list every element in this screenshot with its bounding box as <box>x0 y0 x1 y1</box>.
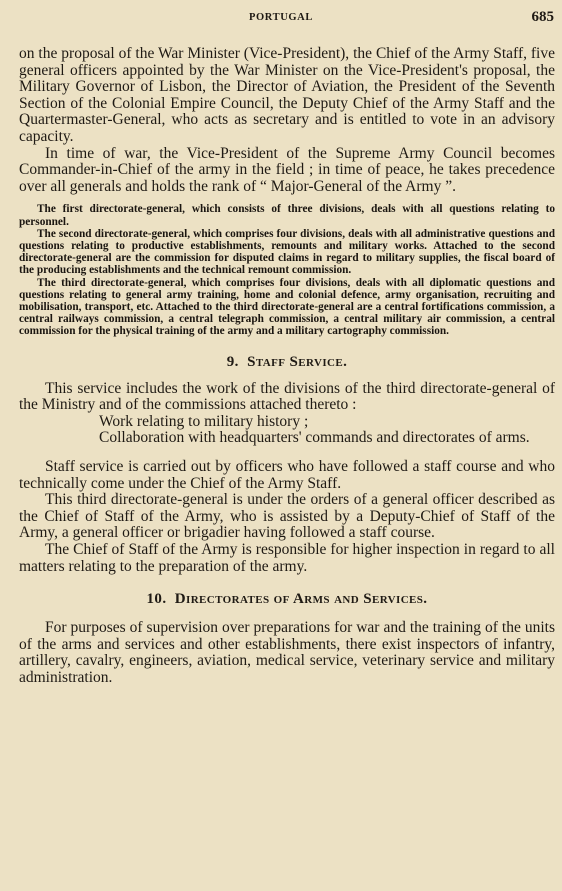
list-item: Collaboration with headquarters' commands and directorates of arms. <box>99 429 530 447</box>
section-title: Staff Service. <box>247 353 348 370</box>
body-paragraph: This service includes the work of the divisions of the third directorate-general of the Ministry and of the commissions attached thereto : <box>19 379 555 414</box>
section-heading-9 <box>19 354 555 371</box>
section-title: Directorates of Arms and Services. <box>174 591 428 608</box>
section-number: 10. <box>146 591 167 608</box>
body-paragraph: Staff service is carried out by officers who have followed a staff course and who technically come under the Chief of the Army Staff. <box>19 457 555 492</box>
smallprint-paragraph: The first directorate-general, which consists of three divisions, deals with all questions relating to personnel. <box>19 203 555 228</box>
page-body <box>19 46 555 686</box>
smallprint-paragraph: The third directorate-general, which comprises four divisions, deals with all diplomatic questions and questions relating to general army training, home and colonial defence, army organisation, recruiting and mobilisation, transport, etc. Attached to the third directorate-general are a central fortifications commission, a central railways commission, a central telegraph commission, a central military air commission, a central commission for the physical training of the army and a military cartography commission. <box>19 276 555 338</box>
running-head: PORTUGAL <box>249 12 313 23</box>
page-header <box>0 11 562 31</box>
page-number: 685 <box>531 9 554 25</box>
section-heading-10 <box>19 591 555 608</box>
body-paragraph: The Chief of Staff of the Army is responsible for higher inspection in regard to all matters relating to the preparation of the army. <box>19 540 555 575</box>
body-paragraph: For purposes of supervision over preparations for war and the training of the units of the arms and services and other establishments, there exist inspectors of infantry, artillery, cavalry, engineers, aviation, medical service, veterinary service and military administration. <box>19 619 555 686</box>
body-paragraph: on the proposal of the War Minister (Vice-President), the Chief of the Army Staff, five general officers appointed by the War Minister on the Vice-President's proposal, the Military Governor of Lisbon, the Director of Aviation, the President of the Seventh Section of the Colonial Empire Council, the Deputy Chief of the Army Staff and the Quartermaster-General, who acts as secretary and is entitled to vote in an advisory capacity. <box>19 45 555 145</box>
section-number: 9. <box>226 353 239 370</box>
body-paragraph: In time of war, the Vice-President of the Supreme Army Council becomes Commander-in-Chief of the army in the field ; in time of peace, he takes precedence over all generals and holds the rank of “ Major-General of the Army ”. <box>19 144 555 195</box>
list-item: Work relating to military history ; <box>99 412 309 430</box>
body-paragraph: This third directorate-general is under the orders of a general officer described as the Chief of Staff of the Army, who is assisted by a Deputy-Chief of Staff of the Army, a general officer or brigadier having followed a staff course. <box>19 491 555 542</box>
smallprint-paragraph: The second directorate-general, which comprises four divisions, deals with all administrative questions and questions relating to productive establishments, remounts and military works. Attached to the second directorate-general are the commission for disputed claims in regard to military supplies, the fiscal board of the producing establishments and the technical remount commission. <box>19 227 555 277</box>
